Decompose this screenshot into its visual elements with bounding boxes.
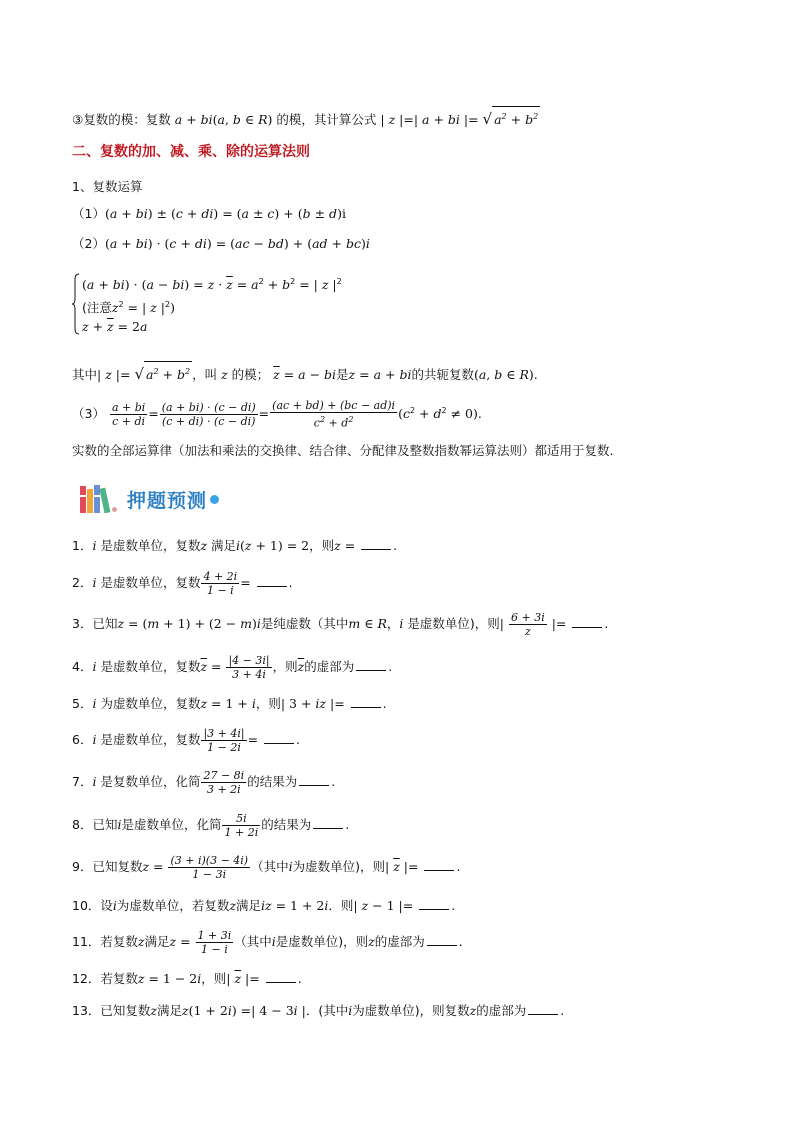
op-mul-line: （2）(a + bi) · (c + di) = (ac − bd) + (ad + bc)i [72,236,370,251]
text-segment: ， [386,616,400,631]
modulus-label: ③复数的模：复数 [72,112,171,128]
text-segment: . [456,859,461,874]
conj-sum-line: $z + \overline{z} = 2a$ [82,319,148,334]
op-index-2: （2） [72,236,105,251]
text-segment: 若复数 [100,934,138,949]
text-segment: 已知 [92,817,118,832]
text-segment: 是纯虚数（其中 [260,616,349,631]
text-segment: （其中 [234,934,272,949]
text-segment: 是复数单位，化简 [100,774,201,789]
text-segment: 12． [72,971,101,986]
text-segment: 11． [72,934,101,949]
text-segment: 满足 [144,934,170,949]
text-segment: 13． [72,1003,101,1018]
text-segment: 为虚数单位，若复数 [116,898,230,913]
books-icon [78,483,124,515]
text-segment: 9． [72,859,93,874]
answer-blank [419,898,449,910]
text-segment: 是虚数单位，复数 [100,538,201,553]
conj-text-3: 的模； [231,367,270,383]
text-segment: 已知 [92,616,118,631]
conj-text-4: 是 [336,367,349,383]
problem-7: 7．i 是复数单位，化简 $\frac{27 - 8i}{3 + 2i}$ 的结果为 . [72,769,336,796]
text-segment: 是虚数单位，复数 [100,659,201,674]
text-segment: 满足 [236,898,262,913]
text-segment: 的结果为 [261,817,312,832]
text-segment: . [393,538,398,553]
text-segment: ，则 [272,659,298,674]
problem-6: 6．i 是虚数单位，复数 $\frac{|3 + 4i|}{1 - 2i}$ = . [72,727,301,754]
modulus-mid: 的模，其计算公式 [276,112,377,128]
conj-text-2: ，叫 [192,367,218,383]
problem-4: 4．i 是虚数单位，复数$\overline{z}$ = $\frac{|4 - 3i|}{3 + 4i}$ ，则$\overline{z}$的虚部为 . [72,654,393,681]
text-segment: 是虚数单位)，则 [407,616,500,631]
problem-9: 9．已知复数z = $\frac{(3 + i)(3 - 4i)}{1 - 3i}$ （其中i为虚数单位)，则| $\overline{z}$ |= . [72,854,461,881]
text-segment: 是虚数单位，复数 [100,575,201,590]
answer-blank [299,774,329,786]
text-segment: . [345,817,350,832]
problem-3: 3．已知z = (m + 1) + (2 − m)i是纯虚数（其中m ∈ R，i 是虚数单位)，则| $\frac{6 + 3i}{z}$ |= . [72,611,609,638]
problem-2: 2．i 是虚数单位，复数 $\frac{4 + 2i}{1 - i}$ = . [72,570,293,597]
text-segment: . [560,1003,565,1018]
text-segment: . [296,732,301,747]
text-segment: 的结果为 [247,774,298,789]
answer-blank [356,659,386,671]
conj-text-5: 的共轭复数 [411,367,474,383]
text-segment: 3． [72,616,93,631]
modulus-line: ③复数的模：复数 a + bi(a, b ∈ R) 的模，其计算公式 | z |=| a + bi |= √ $a^2 + b^2$ [72,106,540,130]
text-segment: . [382,696,387,711]
op-index-3: （3） [72,406,105,422]
text-segment: . [451,898,456,913]
conj-product-line: $(a + bi) \cdot (a - bi) = z \cdot \overline{z} = a^2 + b^2$ = | z $|^2$ [82,277,342,293]
problem-13: 13．已知复数z满足z(1 + 2i) =| 4 − 3i |．(其中i为虚数单位)，则复数z的虚部为 . [72,1003,565,1018]
op-index-1: （1） [72,206,105,221]
banner-title: 押题预测 [127,489,208,512]
answer-blank [257,575,287,587]
text-segment: 10． [72,898,101,913]
text-segment: 满足 [157,1003,183,1018]
problem-12: 12．若复数z = 1 − 2i，则| $\overline{z}$ |= . [72,971,302,986]
op-add-line: （1）(a + bi) ± (c + di) = (a ± c) + (b ± d)i [72,206,346,221]
text-segment: ，则 [255,696,281,711]
problem-1: 1．i 是虚数单位，复数z 满足i(z + 1) = 2，则z = . [72,538,398,553]
prediction-banner [78,482,219,516]
conj-definition-line: 其中| z |= √ $a^2 + b^2$ ，叫 z 的模； $\overline{z} = a$ − bi是z = a + bi的共轭复数(a, b ∈ R). [72,361,538,385]
text-segment: 2． [72,575,93,590]
text-segment: . [331,774,336,789]
problem-10: 10．设i为虚数单位，若复数z满足iz = 1 + 2i．则| z − 1 |= . [72,898,456,913]
text-segment: 若复数 [100,971,138,986]
text-segment: . [288,575,293,590]
op-div-line: （3） $\frac{a + bi}{c + di}$ = $\frac{(a + bi) \cdot (c - di)}{(c + di) \cdot (c - di)}$ = $\frac{(ac + bd) + (bc - ad)i}{c^2 + d^2}$ $(c^2 + d^2 \ne 0)$. [72,399,482,430]
text-segment: 已知复数 [100,1003,151,1018]
banner-dot [210,495,219,504]
left-brace [72,273,80,335]
conj-note-line: (注意$z^2$ = | z $|^2$) [82,300,175,316]
answer-blank [361,538,391,550]
text-segment: 是虚数单位)，则 [275,934,369,949]
text-segment: 的虚部为 [304,659,355,674]
problem-8: 8．已知i是虚数单位，化简 $\frac{5i}{1 + 2i}$ 的结果为 . [72,812,350,839]
ops-title: 1、复数运算 [72,179,143,194]
ops-summary: 实数的全部运算律（加法和乘法的交换律、结合律、分配律及整数指数幂运算法则）都适用于复数. [72,443,614,458]
answer-blank [313,817,343,829]
answer-blank [572,616,602,628]
answer-blank [427,934,457,946]
text-segment: 已知复数 [92,859,143,874]
text-segment: . [458,934,463,949]
text-segment: 1． [72,538,93,553]
text-segment: 的虚部为 [374,934,425,949]
answer-blank [266,971,296,983]
text-segment: （其中 [251,859,289,874]
text-segment: ．则 [328,898,354,913]
text-segment: 为虚数单位，复数 [100,696,201,711]
text-segment: ，则 [201,971,227,986]
text-segment: 设 [100,898,113,913]
text-segment: ．(其中 [305,1003,349,1018]
text-segment: ，则 [309,538,335,553]
answer-blank [528,1003,558,1015]
text-segment: 8． [72,817,93,832]
section-heading: 二、复数的加、减、乘、除的运算法则 [72,144,310,160]
text-segment: 是虚数单位，复数 [100,732,201,747]
problem-5: 5．i 为虚数单位，复数z = 1 + i，则| 3 + iz |= . [72,696,387,711]
text-segment: 的虚部为 [476,1003,527,1018]
problem-11: 11．若复数z满足z = $\frac{1 + 3i}{1 - i}$ （其中i是虚数单位)，则z的虚部为 . [72,929,463,956]
text-segment: 7． [72,774,93,789]
text-segment: 6． [72,732,93,747]
answer-blank [264,732,294,744]
answer-blank [351,696,381,708]
answer-blank [424,859,454,871]
conj-text-1: 其中 [72,367,98,383]
text-segment: 是虚数单位，化简 [121,817,222,832]
text-segment: 5． [72,696,93,711]
text-segment: 满足 [211,538,237,553]
text-segment: 为虚数单位)，则 [292,859,386,874]
text-segment: 4． [72,659,93,674]
text-segment: . [297,971,302,986]
note-label: (注意 [82,300,112,316]
text-segment: 为虚数单位)，则复数 [352,1003,470,1018]
text-segment: . [388,659,393,674]
text-segment: . [604,616,609,631]
